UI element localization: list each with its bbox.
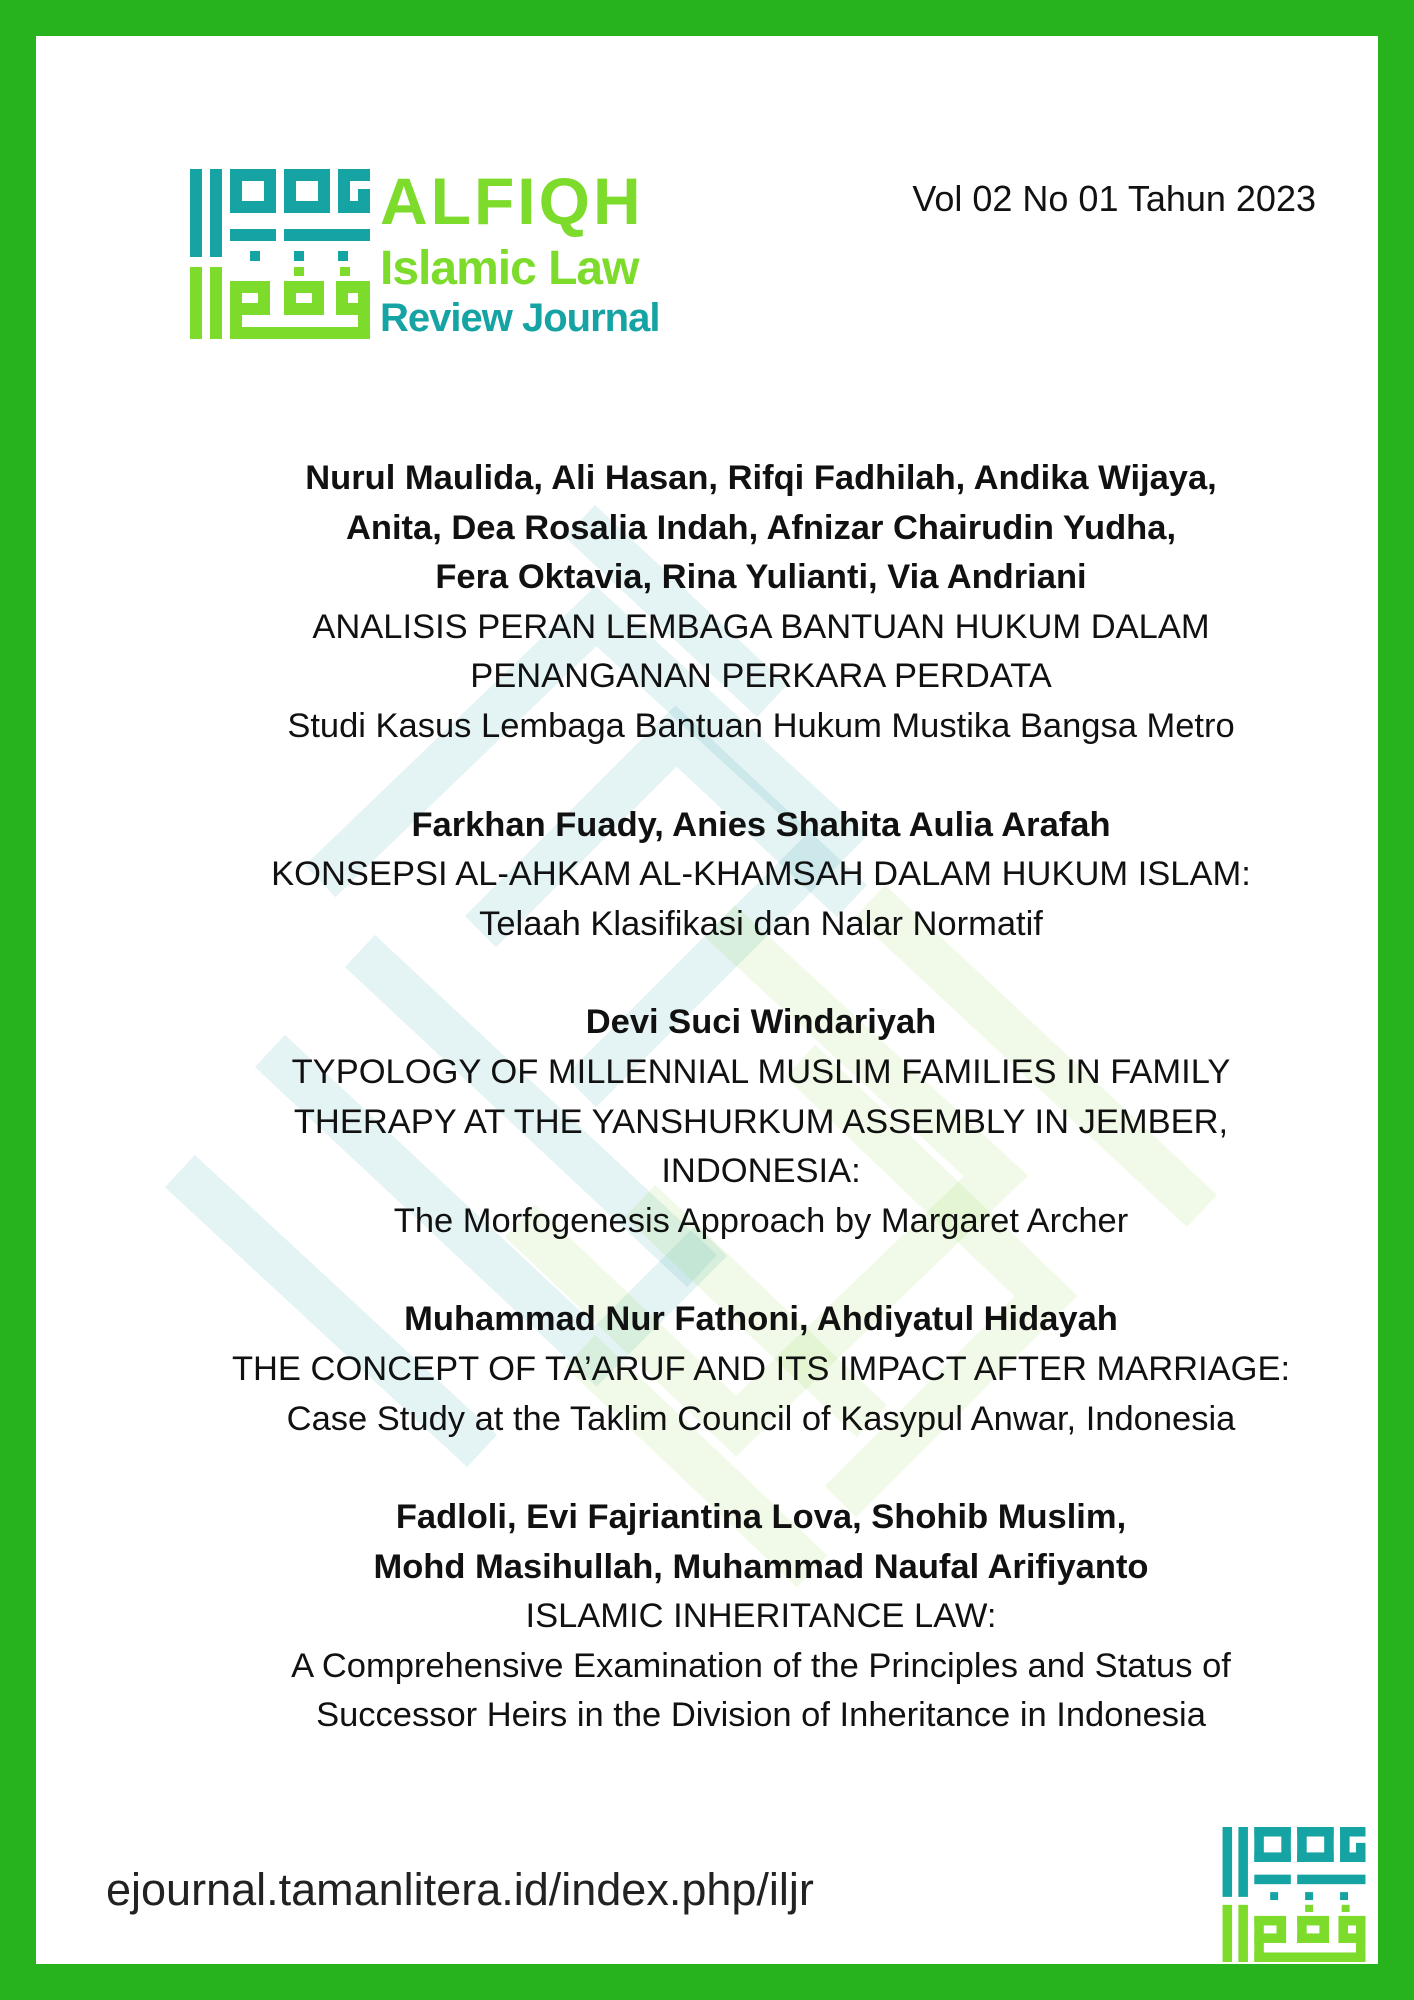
article-subtitle: Successor Heirs in the Division of Inheritance in Indonesia bbox=[316, 1696, 1206, 1735]
article-title: INDONESIA: bbox=[661, 1152, 861, 1191]
article-authors: Fera Oktavia, Rina Yulianti, Via Andriani bbox=[435, 558, 1087, 597]
brand-main-title: ALFIQH bbox=[380, 164, 644, 238]
article-authors: Nurul Maulida, Ali Hasan, Rifqi Fadhilah, Andika Wijaya, bbox=[305, 459, 1217, 497]
article-authors: Anita, Dea Rosalia Indah, Afnizar Chairudin Yudha, bbox=[345, 508, 1177, 547]
journal-logo bbox=[190, 164, 720, 340]
article-authors: Muhammad Nur Fathoni, Ahdiyatul Hidayah bbox=[404, 1300, 1118, 1339]
article-title: ISLAMIC INHERITANCE LAW: bbox=[525, 1597, 997, 1636]
volume-issue: Vol 02 No 01 Tahun 2023 bbox=[912, 178, 1316, 219]
article-authors: Devi Suci Windariyah bbox=[585, 1003, 937, 1042]
article-subtitle: Case Study at the Taklim Council of Kasypul Anwar, Indonesia bbox=[286, 1399, 1236, 1438]
article-1 bbox=[216, 454, 1306, 752]
article-4 bbox=[216, 1295, 1306, 1444]
article-title: ANALISIS PERAN LEMBAGA BANTUAN HUKUM DALAM bbox=[312, 607, 1210, 646]
article-title: TYPOLOGY OF MILLENNIAL MUSLIM FAMILIES IN FAMILY bbox=[291, 1052, 1231, 1091]
table-of-contents bbox=[216, 454, 1306, 1790]
article-title: THERAPY AT THE YANSHURKUM ASSEMBLY IN JEMBER, bbox=[293, 1102, 1229, 1141]
journal-url: ejournal.tamanlitera.id/index.php/iljr bbox=[106, 1864, 814, 1915]
article-subtitle: A Comprehensive Examination of the Principles and Status of bbox=[291, 1646, 1231, 1685]
article-subtitle: The Morfogenesis Approach by Margaret Archer bbox=[393, 1201, 1129, 1240]
article-5 bbox=[216, 1493, 1306, 1741]
article-authors: Fadloli, Evi Fajriantina Lova, Shohib Muslim, bbox=[395, 1498, 1127, 1537]
article-subtitle: Studi Kasus Lembaga Bantuan Hukum Mustika Bangsa Metro bbox=[287, 706, 1235, 745]
article-subtitle: Telaah Klasifikasi dan Nalar Normatif bbox=[479, 904, 1043, 943]
article-title: KONSEPSI AL-AHKAM AL-KHAMSAH DALAM HUKUM ISLAM: bbox=[271, 855, 1251, 894]
brand-subtitle-2: Review Journal bbox=[380, 296, 660, 340]
article-2 bbox=[216, 801, 1306, 950]
article-3 bbox=[216, 998, 1306, 1246]
kufic-calligraphy-logo-icon bbox=[190, 169, 370, 339]
brand-subtitle-1: Islamic Law bbox=[380, 242, 639, 295]
article-title: THE CONCEPT OF TA’ARUF AND ITS IMPACT AFTER MARRIAGE: bbox=[231, 1349, 1291, 1388]
article-authors: Farkhan Fuady, Anies Shahita Aulia Arafah bbox=[411, 805, 1111, 844]
kufic-calligraphy-logo-icon bbox=[1222, 1827, 1366, 1962]
article-authors: Mohd Masihullah, Muhammad Naufal Arifiyanto bbox=[373, 1547, 1149, 1586]
article-title: PENANGANAN PERKARA PERDATA bbox=[470, 657, 1052, 696]
